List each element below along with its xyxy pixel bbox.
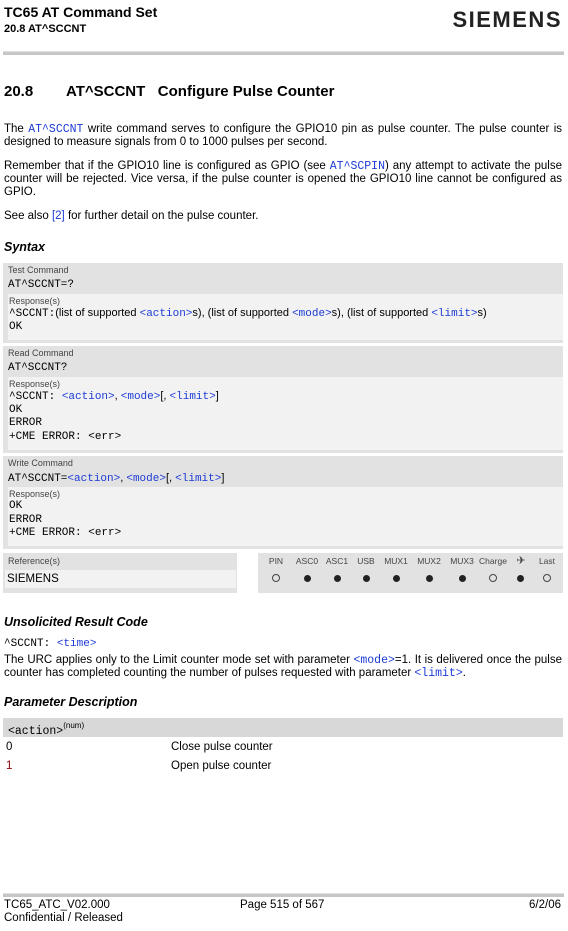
- airplane-icon: ✈: [516, 555, 526, 567]
- reference-value: SIEMENS: [5, 570, 236, 588]
- unsupported-icon: [543, 574, 551, 582]
- write-response-block: [8, 487, 563, 546]
- intro-paragraph-1: The AT^SCCNT write command serves to configure the GPIO10 pin as pulse counter. The pulse counter is designed to measure signals from 0 to 1000 pulses per second.: [4, 123, 563, 148]
- footer-classification: Confidential / Released: [4, 912, 123, 924]
- write-command-text: AT^SCCNT=<action>, <mode>[, <limit>]: [8, 472, 225, 485]
- col-mux1: MUX1: [384, 556, 408, 566]
- support-pin: [259, 574, 293, 585]
- header-divider: [3, 51, 564, 55]
- reference-box: [3, 553, 237, 593]
- supported-icon: [517, 575, 524, 582]
- col-asc0: ASC0: [295, 556, 319, 566]
- test-response-block: [8, 294, 563, 340]
- support-asc0: [290, 574, 324, 585]
- supported-icon: [334, 575, 341, 582]
- parameter-header-bar: [3, 718, 563, 737]
- unsupported-icon: [272, 574, 280, 582]
- response-label: Response(s): [9, 489, 61, 499]
- col-asc1: ASC1: [325, 556, 349, 566]
- parameter-heading: Parameter Description: [4, 695, 138, 709]
- read-command-text: AT^SCCNT?: [8, 362, 68, 374]
- col-usb: USB: [357, 556, 375, 566]
- supported-icon: [393, 575, 400, 582]
- test-command-block: [3, 263, 563, 343]
- urc-heading: Unsolicited Result Code: [4, 615, 148, 629]
- read-response-ok: OK: [9, 403, 23, 416]
- footer-divider: [3, 893, 564, 897]
- parameter-name: <action>$^{(num)}$: [8, 721, 85, 738]
- support-mux2: [412, 574, 446, 585]
- reference-label: Reference(s): [8, 556, 61, 566]
- footer-date: 6/2/06: [529, 899, 561, 911]
- support-mux3: [445, 574, 479, 585]
- write-response-cme-error: +CME ERROR: <err>: [9, 527, 122, 539]
- support-mux1: [379, 574, 413, 585]
- supported-icon: [426, 575, 433, 582]
- param-desc-1: Open pulse counter: [171, 760, 272, 772]
- reference-link[interactable]: [2]: [51, 210, 65, 222]
- write-command-label: Write Command: [8, 458, 73, 468]
- document-title: TC65 AT Command Set: [4, 4, 158, 20]
- read-response-line: ^SCCNT: <action>, <mode>[, <limit>]: [9, 390, 219, 403]
- syntax-heading: Syntax: [4, 240, 45, 254]
- footer-doc-id: TC65_ATC_V02.000: [4, 899, 110, 911]
- scpin-link[interactable]: AT^SCPIN: [329, 160, 385, 173]
- write-response-ok: OK: [9, 500, 23, 512]
- intro-paragraph-2: Remember that if the GPIO10 line is configured as GPIO (see AT^SCPIN) any attempt to activate the pulse counter will be rejected. Vice versa, if the pulse counter is opened the GPIO10 line cannot be configured as GPIO.: [4, 160, 562, 198]
- urc-code: ^SCCNT: <time>: [4, 638, 97, 650]
- test-response-ok: OK: [9, 320, 23, 333]
- write-command-block: [3, 456, 563, 549]
- read-command-label: Read Command: [8, 348, 74, 358]
- col-mux3: MUX3: [450, 556, 474, 566]
- footer-page-number: Page 515 of 567: [240, 899, 325, 911]
- read-response-cme-error: +CME ERROR: <err>: [9, 430, 122, 443]
- col-mux2: MUX2: [417, 556, 441, 566]
- test-response-line: ^SCCNT:(list of supported <action>s), (list of supported <mode>s), (list of supported <limit>s): [9, 307, 487, 320]
- section-title: AT^SCCNT Configure Pulse Counter: [66, 83, 335, 100]
- brand-logo: SIEMENS: [452, 7, 562, 32]
- intro-paragraph-3: See also [2] for further detail on the pulse counter.: [4, 210, 259, 222]
- read-command-block: [3, 346, 563, 453]
- interface-support-grid: [258, 553, 563, 593]
- section-number: 20.8: [4, 83, 34, 100]
- col-last: Last: [538, 556, 556, 566]
- col-pin: PIN: [268, 556, 284, 566]
- read-response-error: ERROR: [9, 417, 43, 429]
- unsupported-icon: [489, 574, 497, 582]
- col-charge: Charge: [479, 556, 507, 566]
- support-last: [530, 574, 564, 585]
- read-response-block: [8, 377, 563, 450]
- supported-icon: [363, 575, 370, 582]
- header-section-ref: 20.8 AT^SCCNT: [4, 23, 87, 35]
- param-value-0: 0: [6, 741, 13, 753]
- test-command-label: Test Command: [8, 265, 69, 275]
- param-value-1: 1: [6, 760, 13, 772]
- param-desc-0: Close pulse counter: [171, 741, 273, 753]
- support-usb: [349, 574, 383, 585]
- write-response-error: ERROR: [9, 513, 43, 526]
- command-link[interactable]: AT^SCCNT: [28, 123, 84, 136]
- supported-icon: [459, 575, 466, 582]
- response-label: Response(s): [9, 296, 61, 306]
- supported-icon: [304, 575, 311, 582]
- response-label: Response(s): [9, 379, 61, 389]
- urc-description: The URC applies only to the Limit counter mode set with parameter <mode>=1. It is delivered once the pulse counter has completed counting the number of pulses requested with parameter <limit>.: [4, 654, 562, 680]
- test-command-text: AT^SCCNT=?: [8, 279, 75, 291]
